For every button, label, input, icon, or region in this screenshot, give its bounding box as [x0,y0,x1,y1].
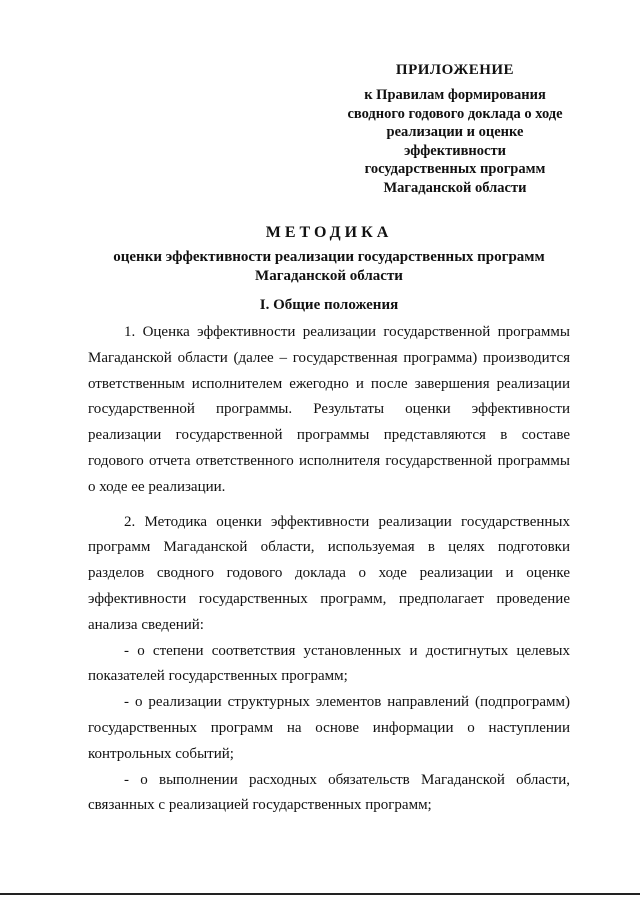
scan-edge-line [0,893,640,895]
paragraph-2: 2. Методика оценки эффективности реализации государственных программ Магаданской области, используемая в целях подготовки разделов сводного годового доклада о ходе реализации и оценке эффективности государственных программ, предполагает проведение анализа сведений: [88,513,570,633]
document-subtitle [88,248,570,285]
paragraph-1: 1. Оценка эффективности реализации государственной программы Магаданской области (далее – государственная программа) производится ответственным исполнителем ежегодно и после завершения реализации государственной программы. Результаты оценки эффективности реализации государственной программы представляются в составе годового отчета ответственного исполнителя государственной программы о ходе ее реализации. [88,324,570,495]
appendix-line: сводного годового доклада о ходе [347,105,563,122]
subtitle-line: оценки эффективности реализации государственных программ [113,249,545,265]
list-item: - о степени соответствия установленных и достигнутых целевых показателей государственных программ; [88,642,570,685]
appendix-line: к Правилам формирования [364,87,546,103]
appendix-line: реализации и оценке [386,124,524,140]
appendix-line: Магаданской области [383,179,527,196]
section-heading: I. Общие положения [259,297,399,313]
subtitle-line: Магаданской области [255,267,403,284]
document-body [88,320,570,819]
list-item: - о выполнении расходных обязательств Магаданской области, связанных с реализацией государственных программ; [88,771,570,814]
list-item: - о реализации структурных элементов направлений (подпрограмм) государственных программ на основе информации о наступлении контрольных событий; [88,694,570,762]
appendix-heading: ПРИЛОЖЕНИЕ [395,62,515,78]
appendix-line: государственных программ [364,161,546,177]
appendix-line: эффективности [404,142,506,159]
document-title: МЕТОДИКА [265,224,393,241]
appendix-block [330,60,580,197]
